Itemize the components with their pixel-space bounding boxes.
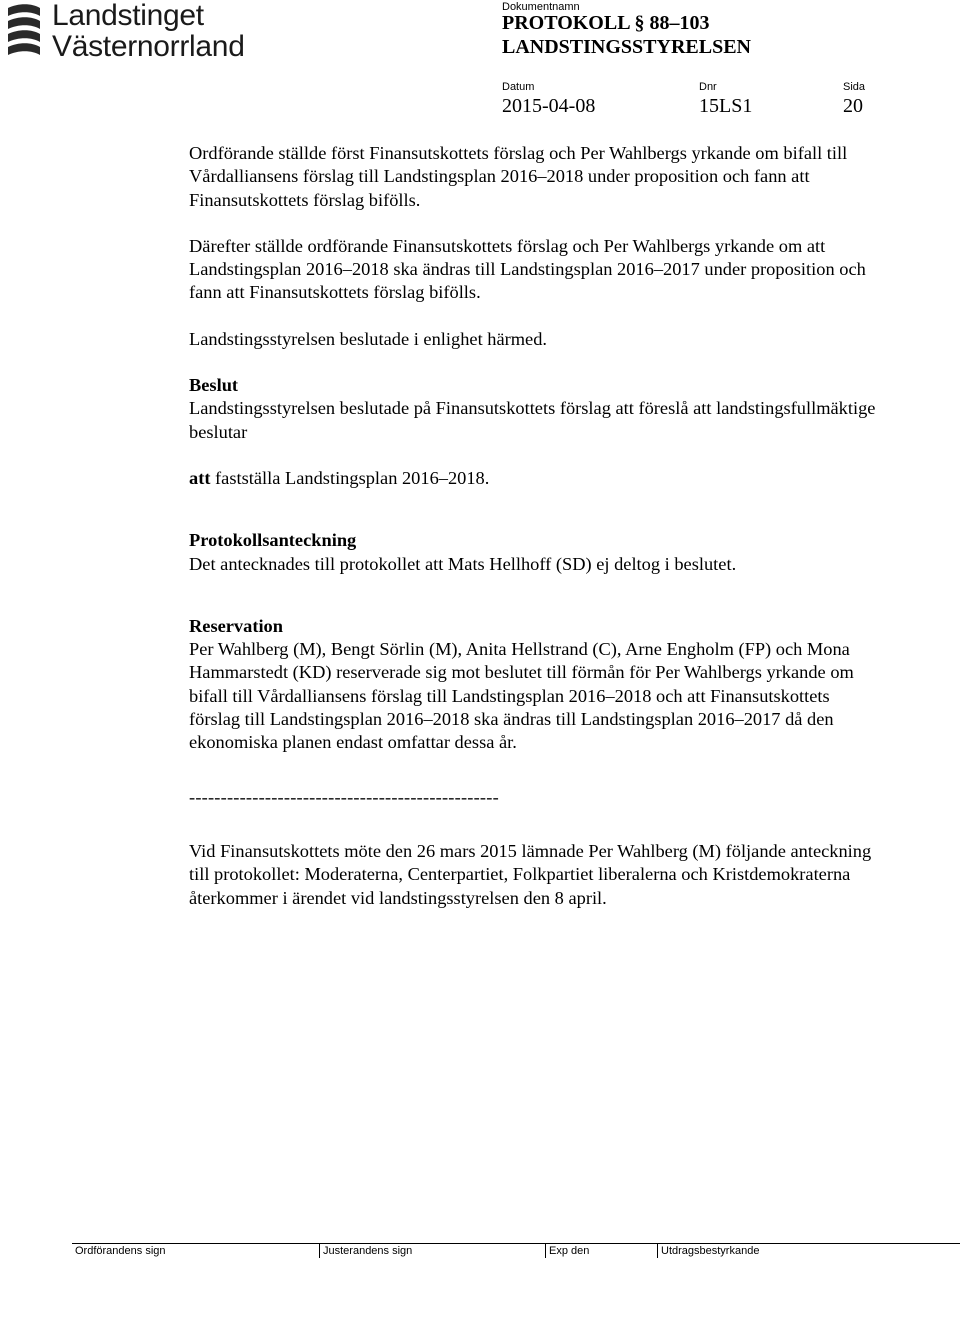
dnr-value: 15LS1 <box>699 95 753 117</box>
att-clause-text: fastställa Landstingsplan 2016–2018. <box>210 467 490 488</box>
protocol-body <box>189 142 879 910</box>
beslut-text: Landstingsstyrelsen beslutade på Finansutskottets förslag att föreslå att landstingsfullmäktige beslutar <box>189 398 876 442</box>
footer-divider <box>545 1244 546 1258</box>
heading-beslut: Beslut <box>189 375 239 396</box>
att-keyword: att <box>189 467 211 488</box>
date-value: 2015-04-08 <box>502 95 596 117</box>
heading-reservation: Reservation <box>189 615 283 636</box>
document-name-label: Dokumentnamn <box>502 1 580 13</box>
heading-protokollsanteckning: Protokollsanteckning <box>189 530 357 551</box>
reservation-text: Per Wahlberg (M), Bengt Sörlin (M), Anita Hellstrand (C), Arne Engholm (FP) och Mona Hammarstedt (KD) reserverade sig mot beslutet till förmån för Per Wahlbergs yrkande om bifall till Vårdalliansens förslag till Landstingsplan 2016–2018 och att Finansutskottets förslag till Landstingsplan 2016–2018 ska ändras till Landstingsplan 2016–2017 då den ekonomiska planen endast omfattar dessa år. <box>189 639 854 753</box>
paragraph-second-proposition: Därefter ställde ordförande Finansutskottets förslag och Per Wahlbergs yrkande om att Landstingsplan 2016–2018 ska ändras till Landstingsplan 2016–2017 under proposition och fann att Finansutskottets förslag bifölls. <box>189 235 866 303</box>
footer-divider <box>657 1244 658 1258</box>
page-number: 20 <box>843 95 863 117</box>
logo-line-2: Västernorrland <box>52 30 245 63</box>
document-subtitle: LANDSTINGSSTYRELSEN <box>502 36 751 58</box>
footer-adjuster-sign: Justerandens sign <box>323 1245 413 1257</box>
organization-logo <box>2 0 282 70</box>
dnr-label: Dnr <box>699 81 717 93</box>
separator-line: ------------------------------------------------- <box>189 786 499 807</box>
date-label: Datum <box>502 81 535 93</box>
att-clause <box>189 467 879 490</box>
paragraph-decision-note: Landstingsstyrelsen beslutade i enlighet härmed. <box>189 328 548 349</box>
protokollsanteckning-text: Det antecknades till protokollet att Mats Hellhoff (SD) ej deltog i beslutet. <box>189 553 737 574</box>
logo-wordmark <box>52 0 245 62</box>
footer-chair-sign: Ordförandens sign <box>75 1245 166 1257</box>
page-label: Sida <box>843 81 866 93</box>
document-title: PROTOKOLL § 88–103 <box>502 12 710 34</box>
footer-divider <box>319 1244 320 1258</box>
signature-footer <box>72 1243 960 1258</box>
paragraph-finansutskottet-note: Vid Finansutskottets möte den 26 mars 2015 lämnade Per Wahlberg (M) följande anteckning till protokollet: Moderaterna, Centerpartiet, Folkpartiet liberalerna och Kristdemokraterna återkommer i ärendet vid landstingsstyrelsen den 8 april. <box>189 840 872 908</box>
logo-line-1: Landstinget <box>52 0 204 32</box>
footer-exp-date: Exp den <box>549 1245 590 1257</box>
logo-mark-icon <box>2 2 46 62</box>
paragraph-first-proposition: Ordförande ställde först Finansutskottets förslag och Per Wahlbergs yrkande om bifall till Vårdalliansens förslag till Landstingsplan 2016–2018 under proposition och fann att Finansutskottets förslag bifölls. <box>189 143 848 210</box>
footer-extract-certified: Utdragsbestyrkande <box>661 1245 760 1257</box>
